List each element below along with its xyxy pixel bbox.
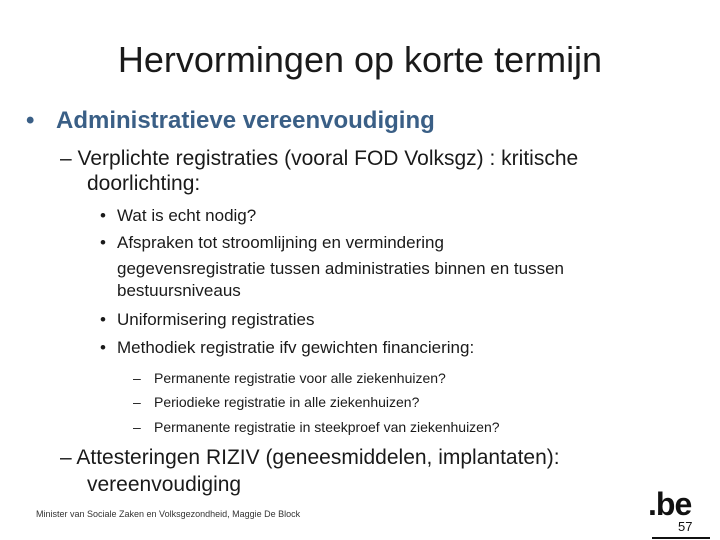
item-registraties <box>60 147 578 171</box>
item-text: Verplichte registraties (vooral FOD Volksgz) : kritische <box>77 147 579 170</box>
option-permanent-sample <box>133 418 500 436</box>
item-attesteringen <box>60 446 560 470</box>
page-number: 57 <box>678 519 693 534</box>
dash-icon: – <box>133 370 141 386</box>
be-logo: .be <box>648 486 692 522</box>
option-text: Periodieke registratie in alle ziekenhuizen? <box>154 394 420 410</box>
bullet-dot-icon: • <box>100 310 106 329</box>
sub-item-text: Wat is echt nodig? <box>117 206 257 225</box>
sub-item-afspraken <box>100 233 444 253</box>
sub-item-nodig <box>100 206 256 226</box>
bullet-dot-icon: • <box>100 338 106 357</box>
dash-icon: – <box>60 446 77 469</box>
sub-item-text: Methodiek registratie ifv gewichten financiering: <box>117 338 475 357</box>
footer-text: Minister van Sociale Zaken en Volksgezondheid, Maggie De Block <box>36 509 301 519</box>
bullet-label: Administratieve vereenvoudiging <box>56 107 435 134</box>
bullet-administrative-simplification <box>26 107 435 135</box>
bullet-dot-icon: • <box>100 206 106 225</box>
sub-item-afspraken-cont2: bestuursniveaus <box>117 281 241 300</box>
sub-item-uniformisering <box>100 310 314 330</box>
item-attesteringen-cont: vereenvoudiging <box>87 473 242 496</box>
slide-title: Hervormingen op korte termijn <box>117 39 603 80</box>
dash-icon: – <box>133 394 141 410</box>
option-periodic-all <box>133 393 419 411</box>
option-text: Permanente registratie in steekproef van ziekenhuizen? <box>154 419 500 435</box>
dash-icon: – <box>60 147 78 170</box>
sub-item-methodiek <box>100 338 474 358</box>
sub-item-text: Afspraken tot stroomlijning en vermindering <box>117 233 444 252</box>
logo-underline <box>652 537 710 539</box>
item-registraties-cont: doorlichting: <box>87 172 201 195</box>
dash-icon: – <box>133 419 141 435</box>
sub-item-afspraken-cont1: gegevensregistratie tussen administraties binnen en tussen <box>117 259 564 278</box>
bullet-dot-icon: • <box>100 233 106 252</box>
option-permanent-all <box>133 369 446 387</box>
sub-item-text: Uniformisering registraties <box>117 310 315 329</box>
bullet-dot-icon: • <box>26 107 35 134</box>
item-text: Attesteringen RIZIV (geneesmiddelen, implantaten): <box>76 446 560 469</box>
option-text: Permanente registratie voor alle ziekenhuizen? <box>154 370 446 386</box>
